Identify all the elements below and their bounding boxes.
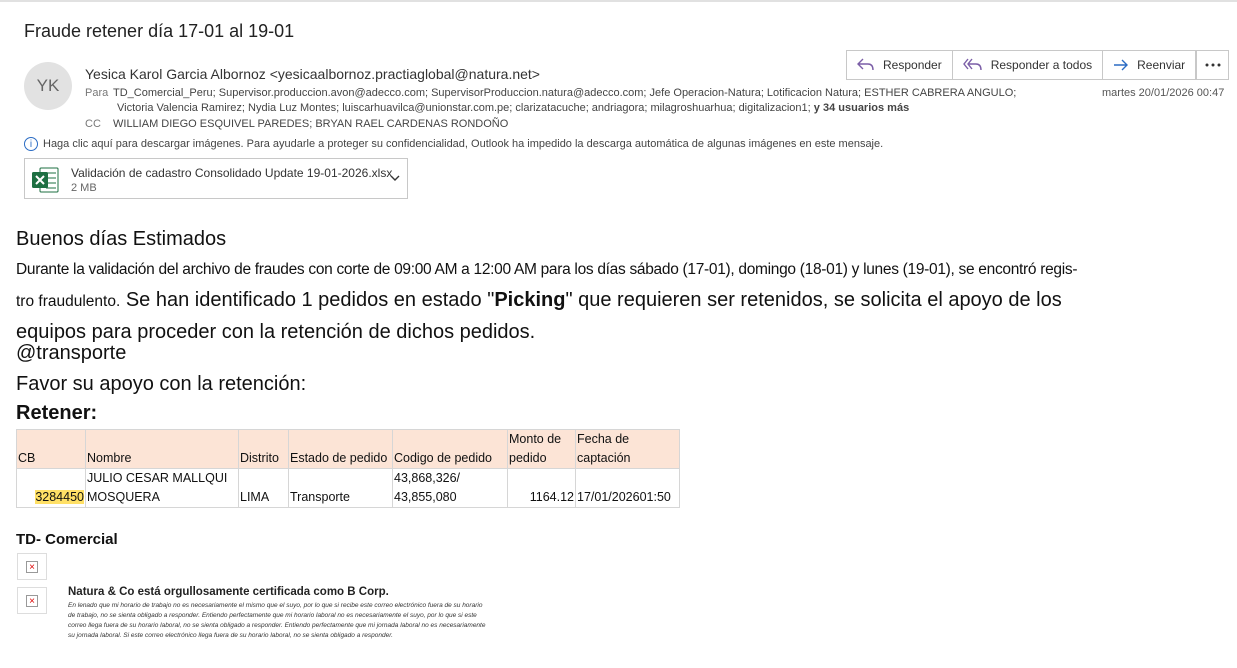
cell-distrito: LIMA xyxy=(239,469,289,508)
col-header-estado: Estado de pedido xyxy=(289,430,393,469)
request-text: Favor su apoyo con la retención: xyxy=(16,373,307,395)
signature-team: TD- Comercial xyxy=(16,531,118,548)
image-blocked-infobar[interactable] xyxy=(24,137,883,151)
top-divider xyxy=(0,0,1237,2)
excel-file-icon xyxy=(31,167,59,193)
more-actions-button[interactable] xyxy=(1196,50,1229,80)
cell-estado: Transporte xyxy=(289,469,393,508)
body-line-2a: tro fraudulento. xyxy=(16,293,121,310)
attachment-size: 2 MB xyxy=(71,182,97,194)
cb-value: 3284450 xyxy=(35,490,84,504)
body-line-1: Durante la validación del archivo de fraudes con corte de 09:00 AM a 12:00 AM para los días sábado (17-01), domingo (18-01) y lunes (19-01), se encontró regis- xyxy=(16,261,1078,278)
bcorp-statement: Natura & Co está orgullosamente certificada como B Corp. xyxy=(68,586,389,598)
body-line-2c: " que requieren ser retenidos, se solicita el apoyo de los xyxy=(565,289,1062,311)
col-header-fecha: Fecha de captación xyxy=(576,430,680,469)
cell-codigo: 43,868,326/ 43,855,080 xyxy=(393,469,508,508)
reply-all-icon xyxy=(963,58,983,72)
reply-button[interactable] xyxy=(846,50,953,80)
email-subject: Fraude retener día 17-01 al 19-01 xyxy=(24,21,295,41)
cc-line xyxy=(85,118,508,130)
cell-fecha xyxy=(576,469,680,508)
sender-avatar[interactable]: YK xyxy=(24,62,72,110)
blocked-image-placeholder[interactable] xyxy=(17,553,47,580)
sent-date: martes 20/01/2026 00:47 xyxy=(1102,87,1225,99)
cell-cb xyxy=(17,469,86,508)
infobar-text: Haga clic aquí para descargar imágenes. Para ayudarle a proteger su confidencialidad, Outlook ha impedido la descarga automática de algunas imágenes en este mensaje. xyxy=(43,138,884,150)
greeting: Buenos días Estimados xyxy=(16,228,227,250)
disclaimer-text: En lenado que mi horario de trabajo no es necesariamente el mismo que el suyo, por lo que si recibe este correo electrónico fuera de su horario de trabajo, no se sienta obligado a responder. Entiendo perfectamente que mi horario laboral no es necesariamente el suyo, por lo que si este correo llega fuera de su horario laboral, no se sienta obligado a responder. Entiendo perfectamente que mi jornada laboral no es necesariamente su jornada laboral. Si este correo electrónico llega fuera de su horario laboral, no se sienta obligado a responder. xyxy=(68,602,486,639)
to-recipients-line2[interactable]: Victoria Valencia Ramirez; Nydia Luz Montes; luiscarhuavilca@unionstar.com.pe; clarizatacuche; andriagora; milagroshuarhua; digitalizacion1; xyxy=(117,102,811,114)
more-recipients-link[interactable]: y 34 usuarios más xyxy=(813,102,910,114)
to-recipients-line1[interactable]: TD_Comercial_Peru; Supervisor.produccion.avon@adecco.com; SupervisorProduccion.natura@adecco.com; Jefe Operacion-Natura; Lotificacion Natura; ESTHER CABRERA ANGULO; xyxy=(113,87,1017,99)
cc-recipients[interactable]: WILLIAM DIEGO ESQUIVEL PAREDES; BRYAN RAEL CARDENAS RONDOÑO xyxy=(113,118,509,130)
body-line-2b: Se han identificado 1 pedidos en estado " xyxy=(120,289,495,311)
broken-image-icon: × xyxy=(26,561,38,573)
fecha-time: 01:50 xyxy=(639,490,671,504)
body-paragraph xyxy=(16,255,1228,347)
to-line xyxy=(85,87,1016,99)
retener-heading: Retener: xyxy=(16,402,98,424)
cc-label: CC xyxy=(85,118,101,130)
info-icon: i xyxy=(24,137,38,151)
reply-all-button[interactable] xyxy=(953,50,1103,80)
col-header-cb: CB xyxy=(17,430,86,469)
forward-icon xyxy=(1113,58,1129,72)
blocked-image-placeholder-2[interactable] xyxy=(17,587,47,614)
chevron-down-icon[interactable] xyxy=(389,172,401,184)
table-header-row xyxy=(17,430,680,469)
col-header-monto: Monto de pedido xyxy=(508,430,576,469)
retention-table xyxy=(16,429,680,508)
picking-status: Picking xyxy=(494,289,566,311)
to-line-2 xyxy=(117,102,909,114)
reply-icon xyxy=(857,58,875,72)
body-line-3: equipos para proceder con la retención de dichos pedidos. xyxy=(16,321,536,343)
table-row xyxy=(17,469,680,508)
reply-all-label: Responder a todos xyxy=(990,58,1093,72)
more-icon xyxy=(1205,63,1221,67)
message-actions xyxy=(846,50,1196,80)
col-header-distrito: Distrito xyxy=(239,430,289,469)
fecha-date: 17/01/2026 xyxy=(577,490,640,504)
mention-transporte[interactable]: @transporte xyxy=(16,342,127,364)
reply-label: Responder xyxy=(883,58,942,72)
cell-nombre: JULIO CESAR MALLQUI MOSQUERA xyxy=(86,469,239,508)
to-label: Para xyxy=(85,87,109,99)
forward-button[interactable] xyxy=(1103,50,1196,80)
forward-label: Reenviar xyxy=(1137,58,1186,72)
col-header-nombre: Nombre xyxy=(86,430,239,469)
attachment-filename: Validación de cadastro Consolidado Update 19-01-2026.xlsx xyxy=(71,166,393,180)
col-header-codigo: Codigo de pedido xyxy=(393,430,508,469)
broken-image-icon-2: × xyxy=(26,595,38,607)
sender-name-email[interactable]: Yesica Karol Garcia Albornoz <yesicaalbornoz.practiaglobal@natura.net> xyxy=(85,66,540,82)
attachment-card[interactable] xyxy=(24,158,408,199)
cell-monto: 1164.12 xyxy=(508,469,576,508)
